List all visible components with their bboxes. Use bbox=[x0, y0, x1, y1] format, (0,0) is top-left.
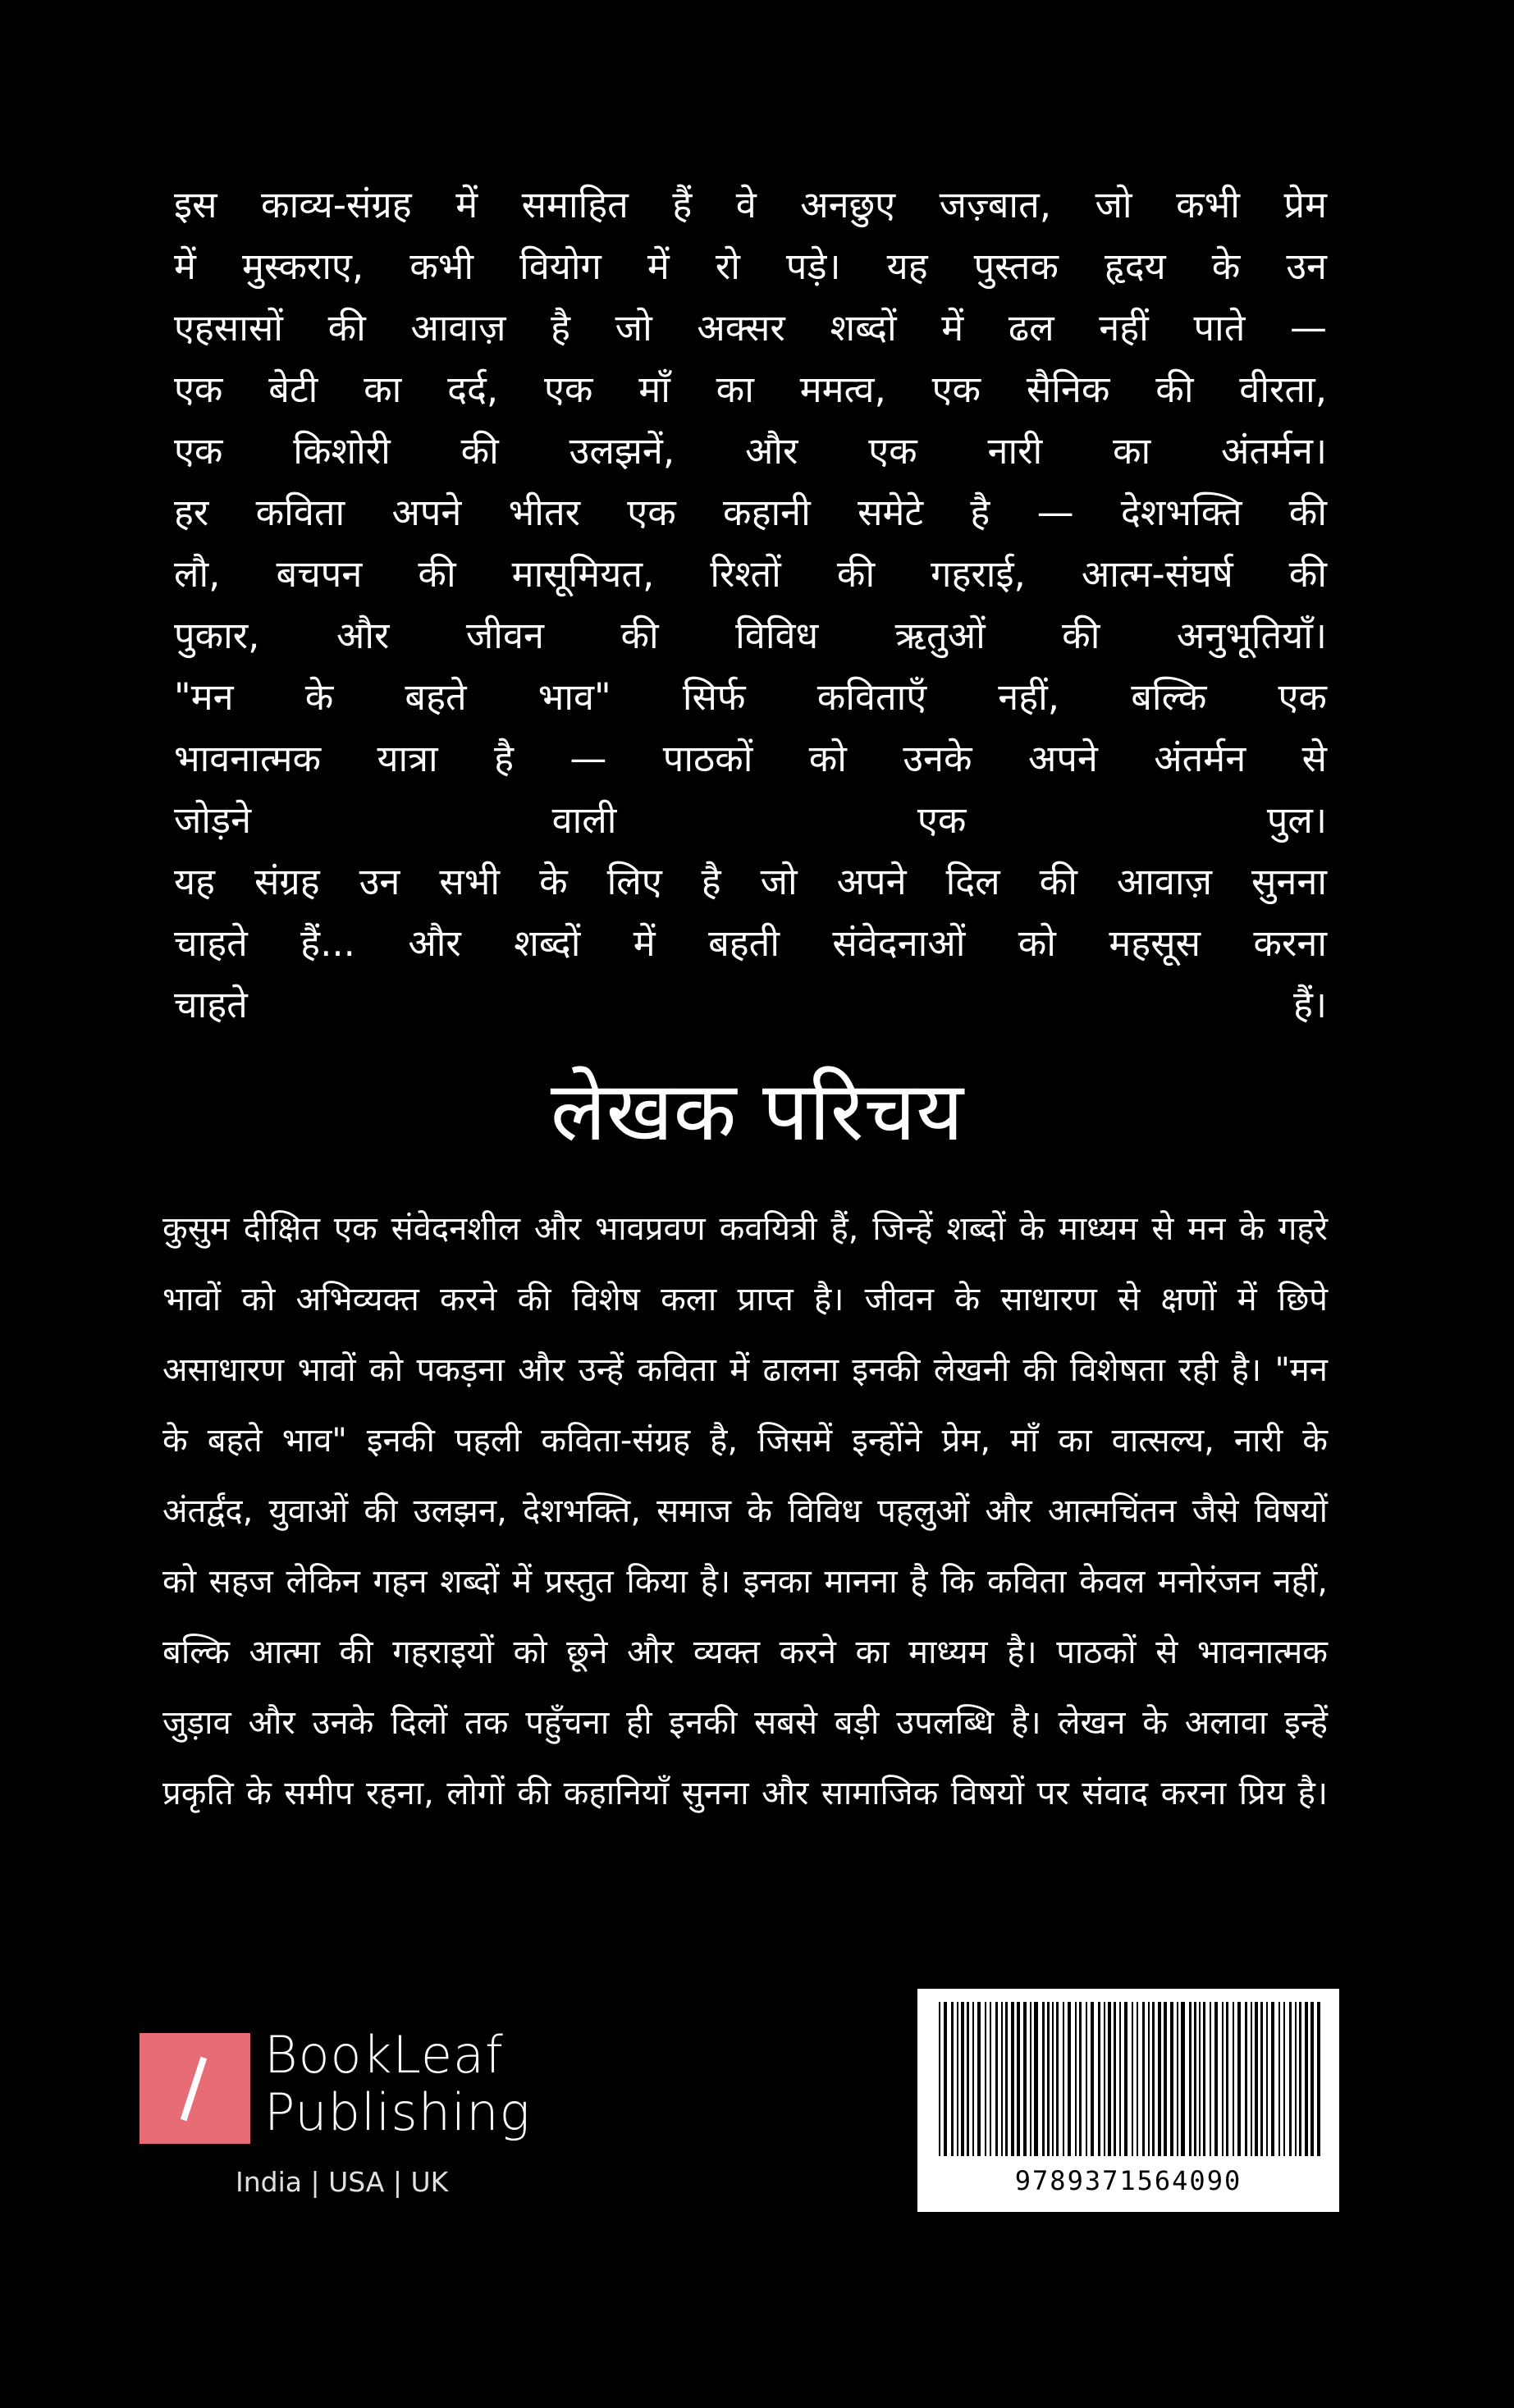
barcode-bar bbox=[1295, 2002, 1297, 2156]
barcode-bar bbox=[985, 2002, 986, 2156]
bio-line: अंतर्द्वंद, युवाओं की उलझन, देशभक्ति, समाज के विविध पहलुओं और आत्मचिंतन जैसे विषयों bbox=[162, 1492, 1328, 1530]
barcode-bar bbox=[1214, 2002, 1218, 2156]
blurb-line: जोड़ने वाली एक पुल। bbox=[174, 798, 1327, 842]
barcode-bar bbox=[1148, 2002, 1150, 2156]
barcode-bar bbox=[1114, 2002, 1116, 2156]
barcode-bar bbox=[1124, 2002, 1127, 2156]
barcode-bar bbox=[1317, 2002, 1320, 2156]
slash-logo-icon bbox=[140, 2033, 250, 2144]
barcode-bar bbox=[1142, 2002, 1145, 2156]
bio-line: जुड़ाव और उनके दिलों तक पहुँचना ही इनकी सबसे बड़ी उपलब्धि है। लेखन के अलावा इन्हें bbox=[162, 1704, 1328, 1742]
barcode-bar bbox=[1132, 2002, 1133, 2156]
barcode-bar bbox=[1278, 2002, 1280, 2156]
barcode-bar bbox=[1098, 2002, 1100, 2156]
barcode-bar bbox=[977, 2002, 981, 2156]
bio-line: भावों को अभिव्यक्त करने की विशेष कला प्राप्त है। जीवन के साधारण से क्षणों में छिपे bbox=[162, 1281, 1328, 1318]
barcode-bar bbox=[1251, 2002, 1252, 2156]
barcode-bar bbox=[957, 2002, 958, 2156]
barcode-bar bbox=[1164, 2002, 1167, 2156]
publisher-name-line1: BookLeaf bbox=[264, 2025, 504, 2085]
barcode-bar bbox=[1170, 2002, 1173, 2156]
back-cover-blurb bbox=[174, 174, 1327, 1035]
blurb-line: एहसासों की आवाज़ है जो अक्सर शब्दों में ढल नहीं पाते — bbox=[174, 306, 1327, 350]
barcode-bar bbox=[1181, 2002, 1185, 2156]
barcode-bar bbox=[1199, 2002, 1201, 2156]
barcode-bar bbox=[1266, 2002, 1268, 2156]
barcode-bar bbox=[1283, 2002, 1285, 2156]
barcode-bar bbox=[1005, 2002, 1008, 2156]
barcode-bar bbox=[1210, 2002, 1211, 2156]
blurb-line: "मन के बहते भाव" सिर्फ कविताएँ नहीं, बल्कि एक bbox=[174, 675, 1327, 719]
barcode-bar bbox=[1047, 2002, 1050, 2156]
logo-slash-mark bbox=[181, 2057, 207, 2122]
barcode-bar bbox=[1194, 2002, 1196, 2156]
barcode-bar bbox=[1001, 2002, 1003, 2156]
isbn-number: 9789371564090 bbox=[1014, 2165, 1242, 2196]
barcode-bar bbox=[1203, 2002, 1205, 2156]
barcode-bar bbox=[1017, 2002, 1020, 2156]
barcode-bar bbox=[1245, 2002, 1247, 2156]
publisher-regions: India | USA | UK bbox=[236, 2166, 449, 2198]
barcode-bar bbox=[1189, 2002, 1192, 2156]
barcode-bar bbox=[1233, 2002, 1234, 2156]
barcode-bar bbox=[967, 2002, 969, 2156]
barcode-bar bbox=[1255, 2002, 1258, 2156]
barcode-bar bbox=[1091, 2002, 1094, 2156]
blurb-line: में मुस्कराए, कभी वियोग में रो पड़े। यह पुस्तक हृदय के उन bbox=[174, 244, 1327, 288]
barcode-bar bbox=[1034, 2002, 1038, 2156]
author-bio bbox=[162, 1194, 1328, 1829]
barcode-icon bbox=[917, 1989, 1339, 2164]
bio-line: प्रकृति के समीप रहना, लोगों की कहानियाँ सुनना और सामाजिक विषयों पर संवाद करना प्रिय है। bbox=[162, 1775, 1328, 1812]
barcode-bar bbox=[1177, 2002, 1178, 2156]
publisher-name bbox=[264, 2026, 531, 2141]
barcode-bar bbox=[1271, 2002, 1274, 2156]
blurb-line: पुकार, और जीवन की विविध ऋतुओं की अनुभूतियाँ। bbox=[174, 614, 1327, 657]
barcode-bar bbox=[1310, 2002, 1314, 2156]
publisher-name-line2: Publishing bbox=[264, 2082, 531, 2142]
barcode-bar bbox=[972, 2002, 974, 2156]
barcode-bar bbox=[1299, 2002, 1301, 2156]
barcode-bar bbox=[1226, 2002, 1228, 2156]
blurb-line: चाहते हैं... और शब्दों में बहती संवेदनाओं को महसूस करना bbox=[174, 921, 1327, 965]
blurb-line: इस काव्य-संग्रह में समाहित हैं वे अनछुए जज़्बात, जो कभी प्रेम bbox=[174, 183, 1327, 226]
barcode-bar bbox=[1137, 2002, 1138, 2156]
isbn-barcode bbox=[917, 1989, 1339, 2212]
barcode-bar bbox=[1056, 2002, 1059, 2156]
blurb-line: एक किशोरी की उलझनें, और एक नारी का अंतर्मन। bbox=[174, 429, 1327, 473]
barcode-bar bbox=[995, 2002, 998, 2156]
barcode-bar bbox=[1222, 2002, 1224, 2156]
barcode-bar bbox=[1289, 2002, 1292, 2156]
barcode-bar bbox=[1152, 2002, 1155, 2156]
barcode-bar bbox=[1011, 2002, 1014, 2156]
barcode-bar bbox=[1237, 2002, 1241, 2156]
barcode-bar bbox=[1305, 2002, 1308, 2156]
barcode-bar bbox=[944, 2002, 947, 2156]
bio-line: असाधारण भावों को पकड़ना और उन्हें कविता में ढालना इनकी लेखनी की विशेषता रही है। "मन bbox=[162, 1351, 1328, 1389]
author-intro-heading: लेखक परिचय bbox=[550, 1063, 964, 1159]
blurb-line: लौ, बचपन की मासूमियत, रिश्तों की गहराई, आत्म-संघर्ष की bbox=[174, 552, 1327, 596]
bio-line: के बहते भाव" इनकी पहली कविता-संग्रह है, जिसमें इन्होंने प्रेम, माँ का वात्सल्य, नारी के bbox=[162, 1422, 1328, 1460]
barcode-bar bbox=[990, 2002, 991, 2156]
barcode-bar bbox=[1042, 2002, 1045, 2156]
barcode-bar bbox=[1075, 2002, 1077, 2156]
bio-line: को सहज लेकिन गहन शब्दों में प्रस्तुत किया है। इनका मानना है कि कविता केवल मनोरंजन नहीं, bbox=[162, 1563, 1328, 1601]
barcode-bar bbox=[1063, 2002, 1064, 2156]
blurb-line: भावनात्मक यात्रा है — पाठकों को उनके अपने अंतर्मन से bbox=[174, 737, 1327, 780]
publisher-logo bbox=[140, 2025, 566, 2148]
barcode-bar bbox=[1108, 2002, 1111, 2156]
blurb-line: एक बेटी का दर्द, एक माँ का ममत्व, एक सैनिक की वीरता, bbox=[174, 368, 1327, 411]
barcode-bar bbox=[951, 2002, 954, 2156]
barcode-bar bbox=[1023, 2002, 1027, 2156]
barcode-bar bbox=[1052, 2002, 1054, 2156]
blurb-line: यह संग्रह उन सभी के लिए है जो अपने दिल की आवाज़ सुनना bbox=[174, 860, 1327, 903]
barcode-bar bbox=[939, 2002, 940, 2156]
bio-line: बल्कि आत्मा की गहराइयों को छूने और व्यक्त करने का माध्यम है। पाठकों से भावनात्मक bbox=[162, 1634, 1328, 1671]
barcode-bar bbox=[1119, 2002, 1121, 2156]
barcode-bar bbox=[1104, 2002, 1105, 2156]
barcode-bar bbox=[1030, 2002, 1031, 2156]
barcode-bar bbox=[961, 2002, 964, 2156]
blurb-line: चाहते हैं। bbox=[174, 983, 1327, 1026]
bio-line: कुसुम दीक्षित एक संवेदनशील और भावप्रवण कवयित्री हैं, जिन्हें शब्दों के माध्यम से मन के गहरे bbox=[162, 1210, 1328, 1248]
barcode-bar bbox=[1158, 2002, 1161, 2156]
barcode-bar bbox=[1260, 2002, 1263, 2156]
blurb-line: हर कविता अपने भीतर एक कहानी समेटे है — देशभक्ति की bbox=[174, 491, 1327, 534]
barcode-bar bbox=[1086, 2002, 1087, 2156]
barcode-bar bbox=[1068, 2002, 1071, 2156]
barcode-bar bbox=[1079, 2002, 1082, 2156]
